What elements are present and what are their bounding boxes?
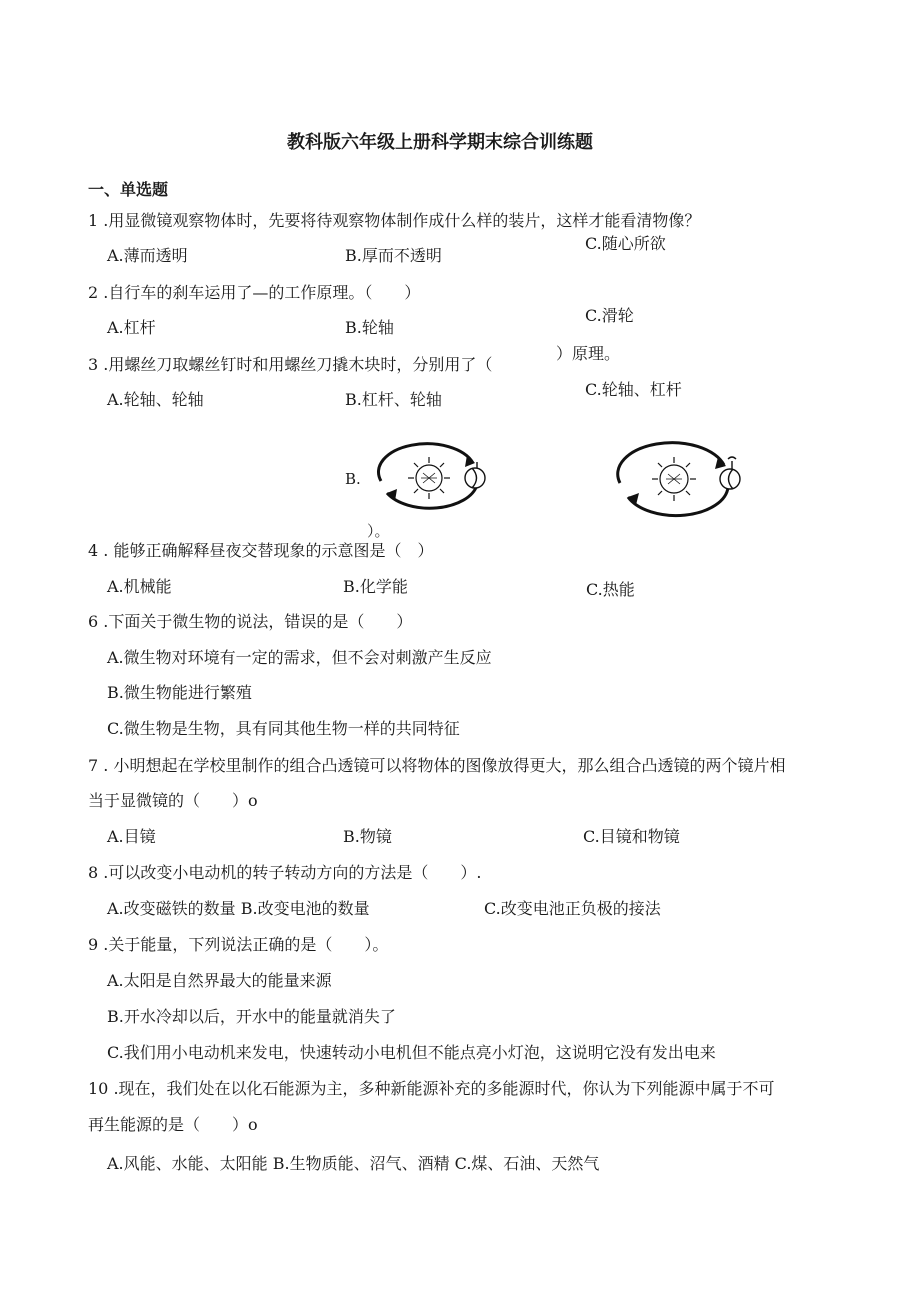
question-1-stem: 1 .用显微镜观察物体时，先要将待观察物体制作成什么样的装片，这样才能看清物像？ [88,211,701,230]
question-6-option-c: C.微生物是生物，具有同其他生物一样的共同特征 [107,719,460,738]
question-7-stem-line-2: 当于显微镜的（ ）o [88,791,258,810]
page-title: 教科版六年级上册科学期末综合训练题 [287,132,593,153]
question-2-option-c: C.滑轮 [585,306,634,325]
question-9-option-b: B.开水冷却以后，开水中的能量就消失了 [107,1007,396,1026]
question-9-option-a: A.太阳是自然界最大的能量来源 [107,971,332,990]
question-10-options: A.风能、水能、太阳能 B.生物质能、沼气、酒精 C.煤、石油、天然气 [107,1154,600,1173]
question-9-stem: 9 .关于能量，下列说法正确的是（ ）。 [88,935,389,954]
question-3-option-c: C.轮轴、杠杆 [585,380,682,399]
question-4-option-b: B.化学能 [343,577,408,596]
question-2-option-b: B.轮轴 [345,318,394,337]
question-2-option-a: A.杠杆 [107,318,156,337]
question-6-stem: 6 .下面关于微生物的说法，错误的是（ ） [88,612,413,631]
question-9-option-c: C.我们用小电动机来发电，快速转动小电机但不能点亮小灯泡，这说明它没有发出电来 [107,1043,716,1062]
section-heading: 一、单选题 [88,180,169,199]
question-6-option-a: A.微生物对环境有一定的需求，但不会对刺激产生反应 [107,648,492,667]
question-8-stem: 8 .可以改变小电动机的转子转动方向的方法是（ ）. [88,863,482,882]
orbit-diagram-c [612,441,746,519]
question-1-option-a: A.薄而透明 [107,246,188,265]
question-8-options-a-b: A.改变磁铁的数量 B.改变电池的数量 [107,899,370,918]
question-4-option-a: A.机械能 [107,577,172,596]
question-7-option-b: B.物镜 [343,827,392,846]
figure-label-b: B. [345,470,361,488]
question-7-stem-line-1: 7 . 小明想起在学校里制作的组合凸透镜可以将物体的图像放得更大，那么组合凸透镜的两个镜片相 [88,756,786,775]
question-3-option-a: A.轮轴、轮轴 [107,390,204,409]
question-3-stem-tail: ）原理。 [556,344,621,363]
question-4-option-c: C.热能 [586,580,635,599]
question-2-stem: 2 .自行车的刹车运用了—的工作原理。（ ） [88,283,421,302]
question-3-stem: 3 .用螺丝刀取螺丝钉时和用螺丝刀撬木块时，分别用了（ [88,355,493,374]
question-10-stem-line-2: 再生能源的是（ ）o [88,1115,258,1134]
question-1-option-c: C.随心所欲 [585,234,666,253]
question-7-option-c: C.目镜和物镜 [583,827,680,846]
question-4-stem: 4 . 能够正确解释昼夜交替现象的示意图是（ ） [88,541,434,560]
orbit-diagram-b [369,441,493,515]
question-8-option-c: C.改变电池正负极的接法 [484,899,661,918]
question-6-option-b: B.微生物能进行繁殖 [107,683,252,702]
question-1-option-b: B.厚而不透明 [345,246,442,265]
question-3-option-b: B.杠杆、轮轴 [345,390,442,409]
question-7-option-a: A.目镜 [107,827,156,846]
question-10-stem-line-1: 10 .现在，我们处在以化石能源为主，多种新能源补充的多能源时代，你认为下列能源中属于不可 [88,1079,775,1098]
figure-fragment-text: ）。 [367,522,390,540]
